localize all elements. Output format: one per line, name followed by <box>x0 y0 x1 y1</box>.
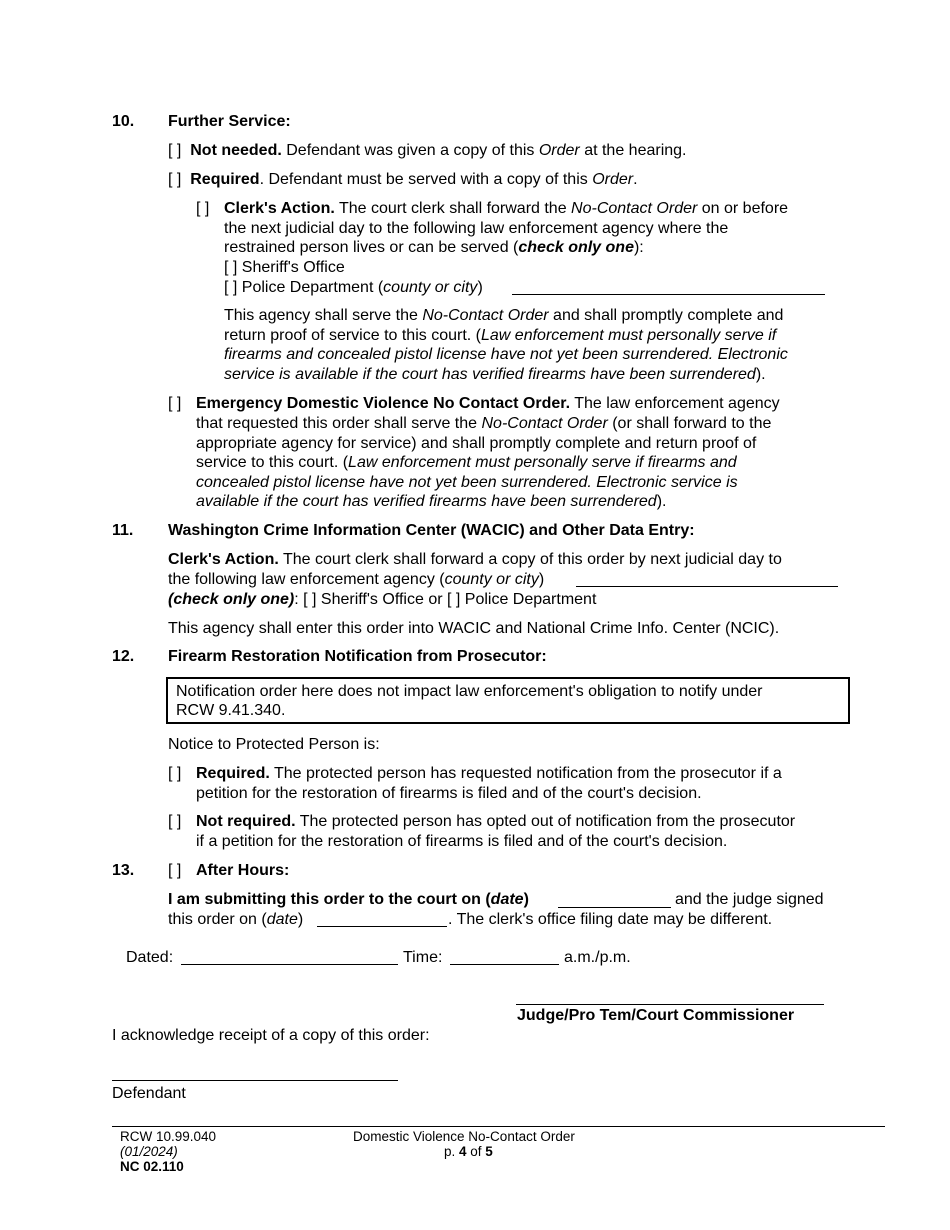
footer-form-number: NC 02.110 <box>120 1159 184 1174</box>
emergency-checkbox[interactable] <box>168 394 181 414</box>
option-not-needed: [ ] Not needed. Defendant was given a copy of this Order at the hearing. <box>168 142 687 159</box>
notice-label: Notice to Protected Person is: <box>168 736 380 753</box>
dated-label: Dated: <box>126 949 174 966</box>
footer-title: Domestic Violence No-Contact Order <box>353 1129 575 1144</box>
section-12 <box>112 647 134 667</box>
clerk-action-checkbox[interactable] <box>196 199 209 219</box>
section-title: Firearm Restoration Notification from Prosecutor: <box>168 648 547 665</box>
section-10 <box>112 112 134 132</box>
section-11 <box>112 521 133 541</box>
section-number: 13. <box>112 862 135 879</box>
notify-not-required-line-1: Not required. The protected person has opted out of notification from the prosecutor <box>196 813 796 830</box>
acknowledge-text: I acknowledge receipt of a copy of this order: <box>112 1027 430 1044</box>
signed-date-field[interactable] <box>317 926 447 927</box>
emergency-line-2: that requested this order shall serve the No-Contact Order (or shall forward to the <box>196 415 772 432</box>
service-paragraph-line-4: service is available if the court has verified firearms have been surrendered). <box>224 366 766 383</box>
police-department-field[interactable] <box>512 294 825 295</box>
emergency-line-3: appropriate agency for service) and shall promptly complete and return proof of <box>196 435 757 452</box>
notification-box-line-1: Notification order here does not impact law enforcement's obligation to notify under <box>176 683 763 700</box>
notify-not-required-checkbox[interactable] <box>168 812 181 832</box>
sheriff-office-option[interactable]: [ ] Sheriff's Office <box>224 259 345 276</box>
emergency-line-6: available if the court has verified firearms have been surrendered). <box>196 493 667 510</box>
time-field[interactable] <box>450 964 559 965</box>
clerk-action-line-3: restrained person lives or can be served (check only one): <box>224 239 644 256</box>
footer-page: p. 4 of 5 <box>444 1144 493 1159</box>
section-13 <box>112 861 134 881</box>
service-paragraph-line-1: This agency shall serve the No-Contact Order and shall promptly complete and <box>224 307 784 324</box>
option-required: [ ] Required. Defendant must be served with a copy of this Order. <box>168 171 638 188</box>
ampm-label: a.m./p.m. <box>564 949 631 966</box>
footer-date: (01/2024) <box>120 1144 178 1159</box>
emergency-line-1: Emergency Domestic Violence No Contact Order. The law enforcement agency <box>196 395 780 412</box>
checkbox[interactable]: [ ] <box>168 765 182 782</box>
checkbox[interactable]: [ ] <box>168 862 182 879</box>
section-title: Washington Crime Information Center (WACIC) and Other Data Entry: <box>168 522 695 539</box>
defendant-signature-line[interactable] <box>112 1080 398 1081</box>
section-number: 12. <box>112 648 135 665</box>
checkbox[interactable]: [ ] <box>168 395 182 412</box>
notification-box-line-2: RCW 9.41.340. <box>176 702 286 719</box>
submit-date-field[interactable] <box>558 907 671 908</box>
checkbox[interactable]: [ ] <box>168 142 182 159</box>
dated-field[interactable] <box>181 964 398 965</box>
notify-required-line-1: Required. The protected person has requested notification from the prosecutor if a <box>196 765 782 782</box>
checkbox[interactable]: [ ] <box>168 171 182 188</box>
footer-rcw: RCW 10.99.040 <box>120 1129 217 1144</box>
police-department-option[interactable]: [ ] Police Department (county or city) <box>224 279 483 296</box>
clerk-action-line-1: Clerk's Action. The court clerk shall forward the No-Contact Order on or before <box>224 200 789 217</box>
checkbox[interactable]: [ ] <box>168 813 182 830</box>
footer-divider <box>112 1126 885 1127</box>
after-hours-line-1: I am submitting this order to the court on (date) <box>168 891 529 908</box>
wacic-line-4: This agency shall enter this order into WACIC and National Crime Info. Center (NCIC). <box>168 620 780 637</box>
section-title: Further Service: <box>168 113 291 130</box>
notify-required-checkbox[interactable] <box>168 764 181 784</box>
time-label: Time: <box>403 949 443 966</box>
section-title: After Hours: <box>196 862 290 879</box>
agency-field[interactable] <box>576 586 838 587</box>
clerk-action-line-2: the next judicial day to the following law enforcement agency where the <box>224 220 729 237</box>
wacic-line-3[interactable]: (check only one): [ ] Sheriff's Office or [ ] Police Department <box>168 591 597 608</box>
after-hours-line-2: this order on (date) <box>168 911 304 928</box>
after-hours-checkbox[interactable] <box>168 861 181 881</box>
emergency-line-4: service to this court. (Law enforcement must personally serve if firearms and <box>196 454 737 471</box>
emergency-line-5: concealed pistol license have not yet been surrendered. Electronic service is <box>196 474 738 491</box>
section-number: 10. <box>112 113 135 130</box>
judge-label: Judge/Pro Tem/Court Commissioner <box>517 1007 795 1024</box>
section-number: 11. <box>112 522 134 539</box>
wacic-line-1: Clerk's Action. The court clerk shall forward a copy of this order by next judicial day to <box>168 551 782 568</box>
service-paragraph-line-3: firearms and concealed pistol license have not yet been surrendered. Electronic <box>224 346 788 363</box>
notify-required-line-2: petition for the restoration of firearms is filed and of the court's decision. <box>196 785 702 802</box>
wacic-line-2: the following law enforcement agency (county or city) <box>168 571 545 588</box>
notify-not-required-line-2: if a petition for the restoration of firearms is filed and of the court's decision. <box>196 833 728 850</box>
service-paragraph-line-2: return proof of service to this court. (Law enforcement must personally serve if <box>224 327 777 344</box>
after-hours-line-1-end: and the judge signed <box>675 891 824 908</box>
checkbox[interactable]: [ ] <box>196 200 210 217</box>
defendant-label: Defendant <box>112 1085 186 1102</box>
after-hours-line-2-end: . The clerk's office filing date may be different. <box>448 911 773 928</box>
judge-signature-line[interactable] <box>516 1004 824 1005</box>
